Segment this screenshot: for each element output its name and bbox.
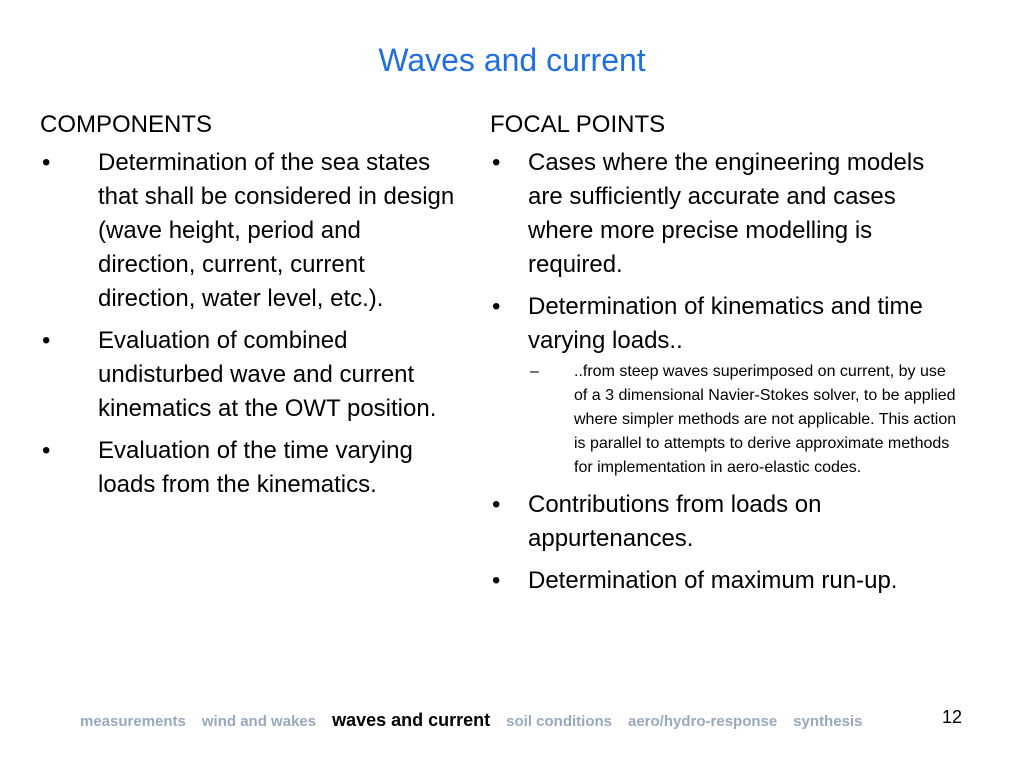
nav-link-synthesis[interactable]: synthesis xyxy=(793,713,863,730)
sub-list xyxy=(528,360,960,480)
focal-points-list xyxy=(490,146,960,598)
bullet-icon: • xyxy=(492,149,501,176)
list-item xyxy=(490,146,960,282)
bullet-icon: • xyxy=(492,293,501,320)
slide-title: Waves and current xyxy=(378,42,646,78)
dash-icon: – xyxy=(530,363,539,380)
bullet-icon: • xyxy=(492,491,501,518)
focal-points-column xyxy=(490,110,960,606)
list-item xyxy=(40,324,460,426)
bullet-text: Evaluation of combined undisturbed wave and current kinematics at the OWT position. xyxy=(98,327,437,422)
sub-list-item xyxy=(528,360,960,480)
nav-link-measurements[interactable]: measurements xyxy=(80,713,186,730)
nav-link-aero-hydro-response[interactable]: aero/hydro-response xyxy=(628,713,778,730)
list-item xyxy=(40,434,460,502)
list-item xyxy=(40,146,460,316)
bullet-text: Determination of maximum run-up. xyxy=(528,567,898,594)
components-heading: COMPONENTS xyxy=(40,111,213,138)
list-item xyxy=(490,290,960,480)
bullet-icon: • xyxy=(42,149,51,176)
bullet-text: Evaluation of the time varying loads from the kinematics. xyxy=(98,437,413,498)
bullet-text: Contributions from loads on appurtenances. xyxy=(528,491,822,552)
footer-nav xyxy=(80,710,862,734)
bullet-text: Determination of kinematics and time varying loads.. xyxy=(528,293,923,354)
nav-link-waves-and-current[interactable]: waves and current xyxy=(332,710,491,730)
bullet-icon: • xyxy=(42,327,51,354)
bullet-text: Determination of the sea states that shall be considered in design (wave height, period and direction, current, current direction, water level, etc.). xyxy=(98,149,455,312)
list-item xyxy=(490,488,960,556)
nav-link-wind-and-wakes[interactable]: wind and wakes xyxy=(201,713,317,730)
list-item xyxy=(490,564,960,598)
components-list xyxy=(40,146,460,502)
bullet-icon: • xyxy=(42,437,51,464)
page-number: 12 xyxy=(942,707,963,727)
bullet-text: Cases where the engineering models are sufficiently accurate and cases where more precise modelling is required. xyxy=(528,149,925,278)
focal-points-heading: FOCAL POINTS xyxy=(490,111,666,138)
nav-link-soil-conditions[interactable]: soil conditions xyxy=(506,713,612,730)
bullet-icon: • xyxy=(492,567,501,594)
components-column xyxy=(40,110,460,510)
sub-item-text: ..from steep waves superimposed on current, by use of a 3 dimensional Navier-Stokes solver, to be applied where simpler methods are not applicable. This action is parallel to attempts to derive approximate methods for implementation in aero-elastic codes. xyxy=(574,363,957,476)
